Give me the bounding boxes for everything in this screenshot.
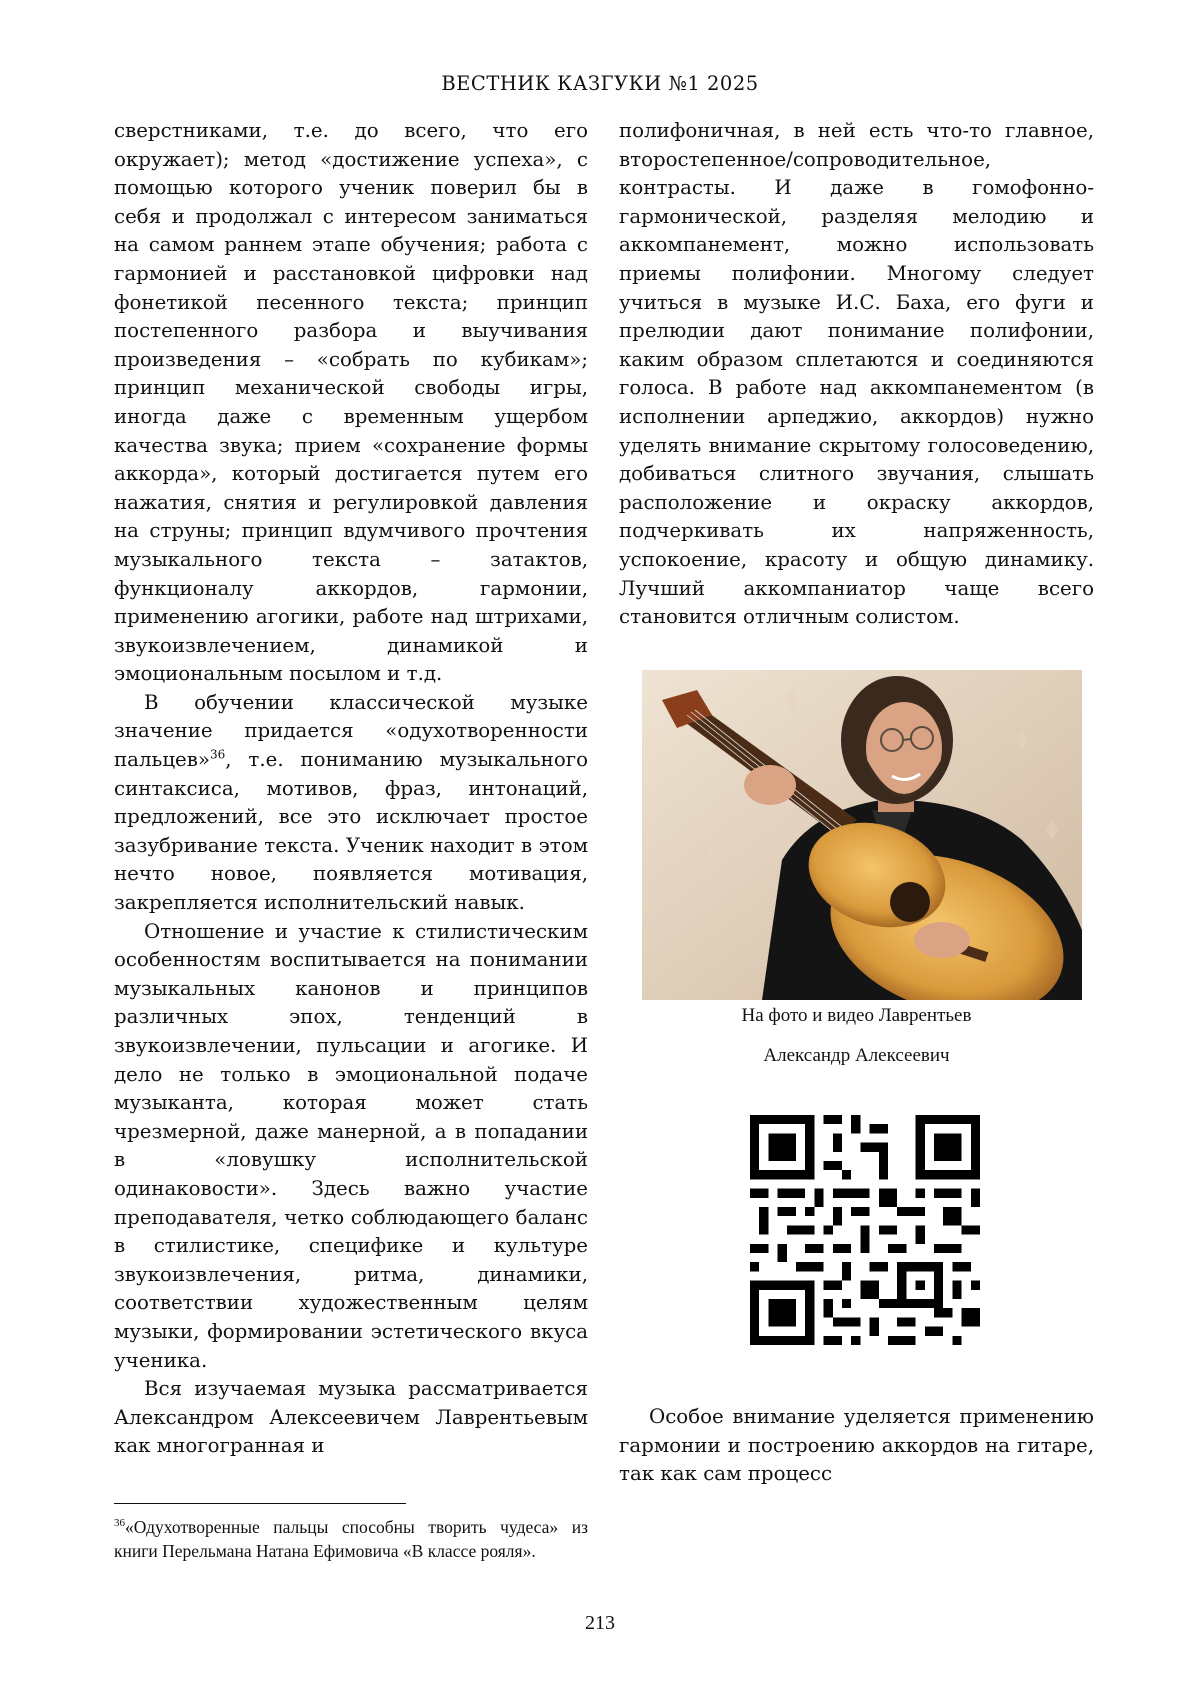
- paragraph-text: В обучении классической музыке значение придается «одухотворенности пальцев»: [114, 690, 588, 772]
- photo-caption-line-1: На фото и видео Лаврентьев: [741, 1005, 972, 1026]
- page-number: 213: [585, 1612, 615, 1634]
- right-column-bottom: [619, 1403, 1094, 1489]
- paragraph: сверстниками, т.е. до всего, что его окружает); метод «достижение успеха», с помощью которого ученик поверил бы в себя и продолжал с интересом заниматься на самом раннем этапе обучения; работа с гармонией и расстановкой цифровки над фонетикой песенного текста; принцип постепенного разбора и выучивания произведения – «собрать по кубикам»; принцип механической свободы игры, иногда даже с временным ущербом качества звука; прием «сохранение формы аккорда», который достигается путем его нажатия, снятия и регулировкой давления на струны; принцип вдумчивого прочтения музыкального текста – затактов, функционалу аккордов, гармонии, применению агогики, работе над штрихами, звукоизвлечением, динамикой и эмоциональным посылом и т.д.: [114, 119, 588, 686]
- paragraph: [114, 689, 588, 918]
- paragraph-text: , т.е. пониманию музыкального синтаксиса, мотивов, фраз, интонаций, предложений, все это исключает простое зазубривание текста. Ученик находит в этом нечто новое, появляется мотивация, закрепляется исполнительский навык.: [114, 748, 588, 915]
- photo-caption-line-2: Александр Алексеевич: [763, 1045, 950, 1066]
- paragraph: Отношение и участие к стилистическим особенностям воспитывается на понимании музыкальных канонов и принципов различных эпох, тенденций в звукоизвлечении, пульсации и агогике. И дело не только в эмоциональной подаче музыканта, которая может стать чрезмерной, даже манерной, а в попадании в «ловушку исполнительской одинаковости». Здесь важно участие преподавателя, четко соблюдающего баланс в стилистике, специфике и культуре звукоизвлечения, ритма, динамики, соответствии художественным целям музыки, формировании эстетического вкуса ученика.: [114, 919, 588, 1372]
- paragraph: полифоничная, в ней есть что-то главное, второстепенное/сопроводительное, контрасты. И даже в гомофонно-гармонической, разделяя мелодию и аккомпанемент, можно использовать приемы полифонии. Многому следует учиться в музыке И.С. Баха, его фуги и прелюдии дают понимание полифонии, каким образом сплетаются и соединяются голоса. В работе над аккомпанементом (в исполнении арпеджио, аккордов) нужно уделять внимание скрытому голосоведению, добиваться слитного звучания, слышать расположение и окраску аккордов, подчеркивать их напряженность, успокоение, красоту и общую динамику. Лучший аккомпаниатор чаще всего становится отличным солистом.: [619, 119, 1094, 629]
- paragraph: Вся изучаемая музыка рассматривается Александром Алексеевичем Лаврентьевым как многогранная и: [114, 1377, 588, 1458]
- left-column: [114, 117, 588, 1461]
- guitarist-photo: [642, 670, 1082, 1000]
- photo-illustration: [642, 670, 1082, 1000]
- journal-header: ВЕСТНИК КАЗГУКИ №1 2025: [441, 72, 759, 95]
- video-qr-code[interactable]: [750, 1115, 980, 1345]
- right-column: [619, 117, 1094, 632]
- footnote-divider: [114, 1503, 406, 1504]
- footnote-reference[interactable]: 36: [209, 747, 226, 762]
- footnote: [114, 1515, 588, 1563]
- footnote-text: «Одухотворенные пальцы способны творить чудеса» из книги Перельмана Натана Ефимовича «В классе рояля».: [114, 1517, 588, 1561]
- paragraph: Особое внимание уделяется применению гармонии и построению аккордов на гитаре, так как сам процесс: [619, 1405, 1094, 1486]
- footnote-number: 36: [114, 1517, 125, 1530]
